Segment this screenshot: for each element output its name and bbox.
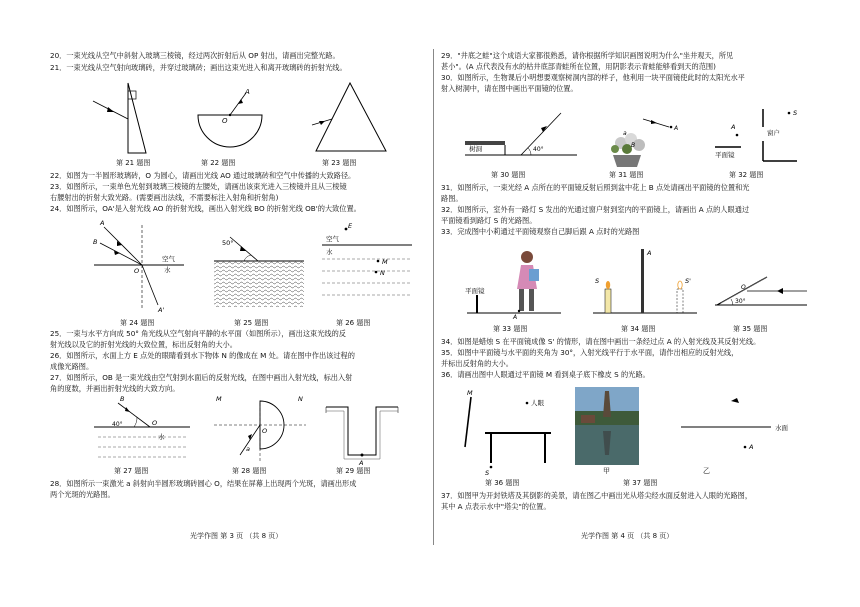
label-window: 窗户 [767, 129, 780, 137]
label-s: S [485, 469, 490, 477]
caption-36: 第 36 题图 [485, 479, 520, 487]
label-o: O [262, 427, 268, 435]
figure-33 [465, 243, 565, 321]
question-31: 31．如图所示，一束光经 A 点所在的平面镜反射后照到盆中花上 B 点处请画出平面镜的位置和光 路图。 [441, 183, 750, 203]
label-a: A [100, 219, 105, 227]
label-mirror: 平面镜 [465, 287, 485, 295]
label-s: S [595, 277, 600, 285]
caption-24: 第 24 题图 [120, 319, 155, 327]
caption-35: 第 35 题图 [733, 325, 768, 333]
figure-24 [84, 217, 194, 313]
caption-33: 第 33 题图 [493, 325, 528, 333]
figure-37-photo [575, 387, 639, 465]
right-column [441, 47, 816, 547]
caption-29: 第 29 题图 [336, 467, 371, 475]
question-28: 28．如图所示一束激光 a 斜射向半圆形玻璃砖圆心 O，结果在屏幕上出现两个光斑，请画出形成 两个光斑的光路图。 [50, 479, 357, 499]
label-a: A [359, 459, 364, 467]
caption-31: 第 31 题图 [609, 171, 644, 179]
label-m: M [467, 389, 473, 397]
label-n: N [298, 395, 303, 403]
label-water: 水 [164, 266, 171, 274]
label-50deg: 50° [222, 239, 234, 247]
figure-31 [591, 103, 681, 169]
question-27: 27．如图所示，OB 是一束光线由空气射到水面后的反射光线，在图中画出入射光线，标出入射 角的度数，并画出折射光线的大致方向。 [50, 373, 353, 393]
figure-37-diagram [671, 387, 811, 467]
question-24: 24．如图所示，OA'是入射光线 AO 的折射光线，画出入射光线 BO 的折射光线 OB'的大致位置。 [50, 204, 361, 213]
figure-28 [210, 397, 310, 467]
caption-25: 第 25 题图 [234, 319, 269, 327]
label-a: A [245, 88, 250, 96]
caption-23: 第 23 题图 [322, 159, 357, 167]
label-air: 空气 [326, 235, 339, 243]
question-20: 20．一束光线从空气中斜射入玻璃三棱镜，经过两次折射后从 OP 射出，请画出完整光路。 [50, 51, 340, 60]
label-e: E [348, 222, 353, 230]
question-29: 29．"井底之蛙"这个成语大家都很熟悉，请你根据所学知识画图说明为什么"坐井观天，所见 甚小"。(A 点代表没有水的枯井底部青蛙所在位置，用阴影表示青蛙能够看到天的范围) [441, 51, 734, 71]
label-a: A [731, 123, 736, 131]
figure-27 [90, 397, 200, 467]
label-o: O [741, 284, 746, 291]
label-30deg: 30° [735, 298, 746, 305]
page-footer: 光学作图 第 4 页 （共 8 页） [581, 532, 674, 540]
label-a-small: a [623, 130, 627, 137]
question-25: 25．一束与水平方向成 50° 角光线从空气射向平静的水平面（如图所示），画出这束光线的反 射光线以及它的折射光线的大致位置，标出反射角的大小。 [50, 329, 346, 349]
caption-30: 第 30 题图 [491, 171, 526, 179]
question-37: 37．如图甲为开封铁塔及其倒影的美景，请在图乙中画出光从塔尖经水面反射进入人眼的光路图， 其中 A 点表示水中"塔尖"的位置。 [441, 491, 753, 511]
figure-26 [318, 217, 416, 313]
caption-32: 第 32 题图 [729, 171, 764, 179]
label-water: 水 [326, 248, 333, 256]
question-35: 35．如图中平面镜与水平面的夹角为 30°，入射光线平行于水平面，请作出相应的反射光线， 并标出反射角的大小。 [441, 348, 739, 368]
label-yi: 乙 [703, 467, 710, 475]
label-a: A [513, 314, 518, 321]
label-40deg: 40° [112, 421, 123, 428]
question-21: 21．一束光线从空气射向玻璃砖，并穿过玻璃砖；画出这束光进入和离开玻璃砖的折射光线。 [50, 63, 347, 72]
caption-21: 第 21 题图 [116, 159, 151, 167]
label-a-prime: A' [158, 306, 165, 314]
caption-26: 第 26 题图 [336, 319, 371, 327]
page-footer: 光学作图 第 3 页 （共 8 页） [190, 532, 283, 540]
caption-28: 第 28 题图 [232, 467, 267, 475]
label-b: B [631, 142, 636, 149]
label-a: A [674, 125, 679, 132]
question-33: 33．完成图中小莉通过平面镜观察自己脚后跟 A 点时的光路图 [441, 227, 640, 236]
figure-23 [308, 77, 398, 159]
question-22: 22．如图为一半圆形玻璃砖，O 为圆心，请画出光线 AO 通过玻璃砖和空气中传播的大致路径。 [50, 171, 356, 180]
label-mirror: 平面镜 [715, 151, 735, 159]
figure-32 [701, 105, 801, 169]
label-water-surface: 水面 [775, 424, 788, 432]
label-s: S [793, 109, 798, 117]
caption-37: 第 37 题图 [623, 479, 658, 487]
question-36: 36．请画出图中人眼通过平面镜 M 看到桌子底下橡皮 S 的光路。 [441, 370, 650, 379]
label-s-prime: S' [685, 277, 691, 285]
label-o: O [222, 117, 228, 125]
figure-21 [88, 77, 188, 159]
figure-30 [461, 105, 581, 165]
label-a: a [246, 445, 250, 453]
figure-29 [322, 397, 402, 467]
label-m: M [216, 395, 222, 403]
figure-35 [711, 257, 811, 319]
label-o: O [134, 267, 140, 275]
column-divider [433, 49, 434, 545]
question-23: 23．如图所示，一束单色光射到玻璃三棱镜的左腰处，请画出该束光进入三棱镜并且从三棱镜 右腰射出的折射大致光路。(需要画出法线，不需要标注入射角和折射角) [50, 182, 347, 202]
label-a: A [749, 443, 754, 451]
left-column [50, 47, 425, 547]
label-tree-hole: 树洞 [469, 145, 482, 153]
label-n: N [380, 269, 385, 277]
question-34: 34．如图是蜡烛 S 在平面镜成像 S' 的情形，请在图中画出一条经过点 A 的入射光线及其反射光线。 [441, 337, 761, 346]
label-a: A [647, 249, 652, 257]
question-32: 32．如图所示，室外有一路灯 S 发出的光通过窗户射到室内的平面镜上，请画出 A 点的人眼通过 平面镜看到路灯 S 的光路图。 [441, 205, 750, 225]
caption-34: 第 34 题图 [621, 325, 656, 333]
caption-22: 第 22 题图 [201, 159, 236, 167]
label-o: O [152, 419, 158, 427]
label-jia: 甲 [603, 467, 610, 475]
question-26: 26．如图所示，水面上方 E 点处的眼睛看到水下物体 N 的像成在 M 处。请在图中作出该过程的 成像光路图。 [50, 351, 355, 371]
figure-36 [461, 387, 561, 477]
label-eye: 人眼 [531, 399, 544, 407]
exam-sheet [50, 47, 816, 547]
figure-25 [210, 217, 310, 313]
caption-27: 第 27 题图 [114, 467, 149, 475]
label-b: B [120, 395, 125, 403]
label-b: B [93, 238, 98, 246]
label-40deg: 40° [533, 146, 544, 153]
label-water: 水 [158, 433, 165, 441]
label-air: 空气 [162, 255, 175, 263]
question-30: 30．如图所示，生物课后小明想要观察树洞内部的样子，他利用一块平面镜使此时的太阳光水平 射入树洞中，请在图中画出平面镜的位置。 [441, 73, 745, 93]
figure-34 [591, 243, 701, 321]
figure-22 [190, 85, 270, 157]
label-m: M [382, 258, 388, 266]
